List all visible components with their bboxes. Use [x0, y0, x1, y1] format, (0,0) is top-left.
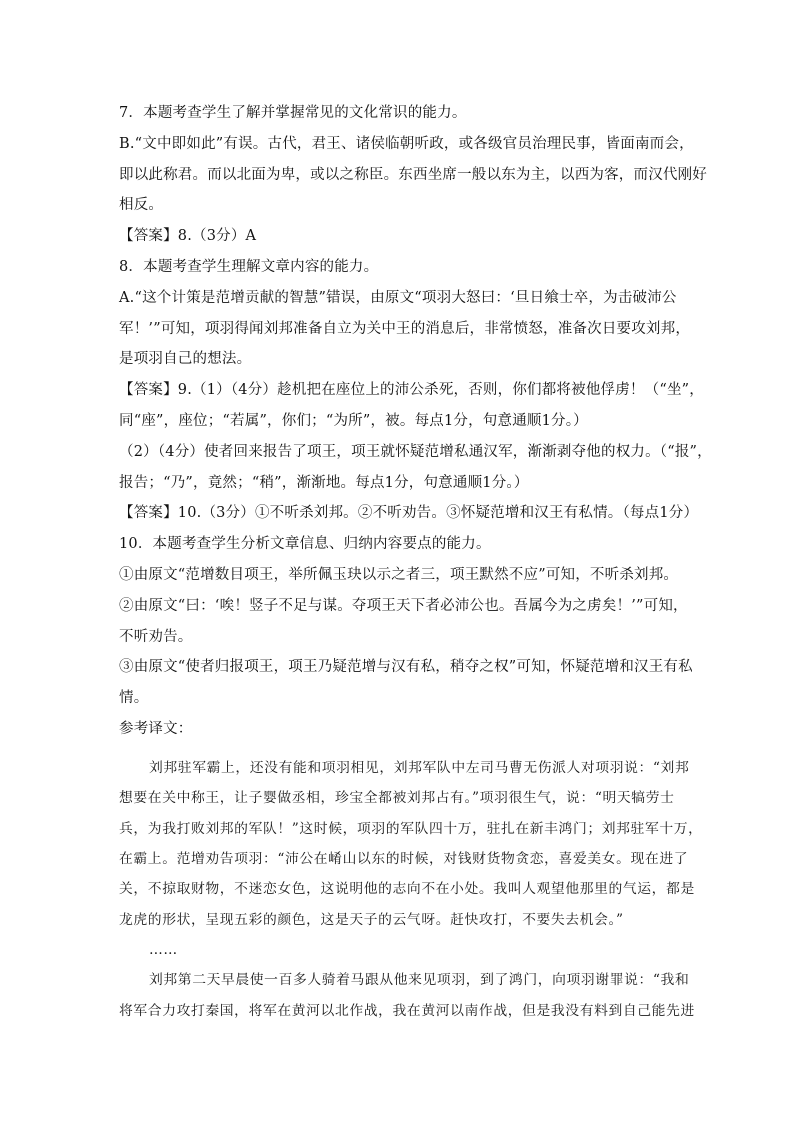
text-line: 10．本题考查学生分析文章信息、归纳内容要点的能力。	[119, 536, 491, 553]
text-line: ③由原文“使者归报项王，项王乃疑范增与汉有私，稍夺之权”可知，怀疑范增和汉王有私	[119, 659, 693, 676]
text-line: 情。	[119, 690, 149, 707]
text-line: 不听劝告。	[119, 628, 193, 645]
translation-line: 将军合力攻打秦国，将军在黄河以北作战，我在黄河以南作战，但是我没有料到自己能先进	[119, 1002, 695, 1019]
text-line: B.“文中即如此”有误。古代，君王、诸侯临朝听政，或各级官员治理民事，皆面南而会，	[119, 135, 694, 152]
text-line: （2）（4分）使者回来报告了项王，项王就怀疑范增私通汉军，渐渐剥夺他的权力。（“报”，	[119, 443, 712, 460]
text-line: 7．本题考查学生了解并掌握常见的文化常识的能力。	[119, 105, 467, 121]
translation-line: 关，不掠取财物，不迷恋女色，这说明他的志向不在小处。我叫人观望他那里的气运，都是	[119, 881, 695, 898]
text-line: ②由原文“曰：‘唉！竖子不足与谋。夺项王天下者必沛公也。吾属今为之虏矣！’”可知，	[119, 597, 688, 614]
text-line: 报告；“乃”，竟然；“稍”，渐渐地。每点1分，句意通顺1分。）	[119, 474, 529, 491]
reference-translation-section	[119, 753, 703, 1027]
text-line: 是项羽自己的想法。	[119, 351, 252, 368]
section-heading: 参考译文：	[119, 720, 193, 737]
text-line: 相反。	[119, 197, 164, 214]
translation-line: 龙虎的形状，呈现五彩的颜色，这是天子的云气呀。赶快攻打，不要失去机会。”	[119, 911, 624, 928]
ellipsis-line: ……	[149, 942, 178, 959]
text-line: 军！’”可知，项羽得闻刘邦准备自立为关中王的消息后，非常愤怒，准备次日要攻刘邦，	[119, 320, 691, 337]
text-line: 8．本题考查学生理解文章内容的能力。	[119, 258, 379, 275]
text-line: ①由原文“范增数目项王，举所佩玉玦以示之者三，项王默然不应”可知，不听杀刘邦。	[119, 566, 679, 583]
text-line: 即以此称君。而以北面为卑，或以之称臣。东西坐席一般以东为主，以西为客，而汉代刚好	[119, 166, 707, 183]
translation-line: 兵，为我打败刘邦的军队！”这时候，项羽的军队四十万，驻扎在新丰鸿门；刘邦驻军十万，	[119, 820, 703, 837]
translation-line: 刘邦第二天早晨使一百多人骑着马跟从他来见项羽，到了鸿门，向项羽谢罪说：“我和	[149, 972, 690, 989]
translation-line: 在霸上。范增劝告项羽：“沛公在崤山以东的时候，对钱财货物贪恋，喜爱美女。现在进了	[119, 850, 689, 867]
answer-line: 【答案】10.（3分）①不听杀刘邦。②不听劝告。③怀疑范增和汉王有私情。（每点1分）	[119, 505, 699, 522]
answer-line: 【答案】9.（1）（4分）趁机把在座位上的沛公杀死，否则，你们都将被他俘虏！（“坐”，	[119, 382, 704, 399]
document-content	[119, 98, 712, 1026]
text-line: 同“座”，座位；“若属”，你们；“为所”，被。每点1分，句意通顺1分。）	[119, 412, 588, 429]
translation-line: 想要在关中称王，让子婴做丞相，珍宝全都被刘邦占有。”项羽很生气，说：“明天犒劳士	[119, 790, 675, 807]
translation-line: 刘邦驻军霸上，还没有能和项羽相见，刘邦军队中左司马曹无伤派人对项羽说：“刘邦	[149, 759, 690, 776]
answer-analysis-section	[119, 98, 712, 745]
text-line: A.“这个计策是范增贡献的智慧”错误，由原文“项羽大怒曰：‘旦日飨士卒，为击破沛公	[119, 289, 677, 306]
answer-line: 【答案】8.（3分）A	[119, 228, 257, 245]
